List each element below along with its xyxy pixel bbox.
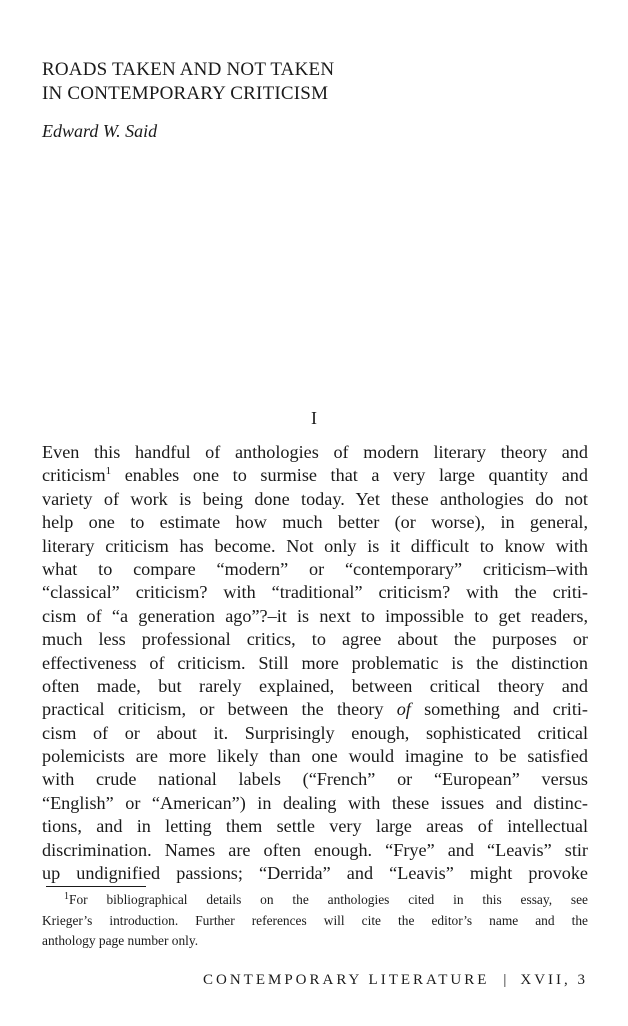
body-line: practical criticism, or between the theory of something and criti- — [42, 699, 588, 720]
body-line: “English” or “American”) in dealing with these issues and distinc- — [42, 792, 588, 813]
body-line: up undignified passions; “Derrida” and “Leavis” might provoke — [42, 863, 588, 884]
body-line: tions, and in letting them settle very large areas of intellectual — [42, 816, 588, 837]
footnote-line: Krieger’s introduction. Further references will cite the editor’s name and the — [42, 912, 588, 928]
title-line-2: IN CONTEMPORARY CRITICISM — [42, 83, 329, 104]
title-line-1: ROADS TAKEN AND NOT TAKEN — [42, 59, 335, 80]
footnote-divider — [46, 886, 146, 887]
footnote — [42, 890, 588, 952]
body-line: polemicists are more likely than one would imagine to be satisfied — [42, 746, 588, 767]
body-line: with crude national labels (“French” or “European” versus — [42, 769, 588, 790]
volume-issue: XVII, 3 — [520, 972, 589, 988]
footnote-reference: 1 — [105, 465, 112, 478]
body-line: variety of work is being done today. Yet these anthologies do not — [42, 488, 588, 509]
running-footer — [203, 972, 588, 989]
footnote-marker: 1 — [64, 891, 69, 902]
article-title — [42, 58, 334, 106]
emphasis-of: of — [396, 699, 411, 720]
body-line: “classical” criticism? with “traditional” criticism? with the criti- — [42, 582, 588, 603]
body-line: much less professional critics, to agree about the purposes or — [42, 629, 588, 650]
body-line: literary criticism has become. Not only is it difficult to know with — [42, 535, 588, 556]
body-line: criticism$^1$ enables one to surmise that a very large quantity and — [42, 465, 588, 486]
journal-name: CONTEMPORARY LITERATURE — [203, 972, 490, 988]
body-text — [42, 441, 588, 885]
footer-separator: | — [503, 972, 507, 988]
body-line: what to compare “modern” or “contemporary” criticism–with — [42, 558, 588, 579]
body-line: often made, but rarely explained, between critical theory and — [42, 675, 588, 696]
body-line: Even this handful of anthologies of modern literary theory and — [42, 442, 588, 462]
body-line: cism of “a generation ago”?–it is next to impossible to get readers, — [42, 605, 588, 626]
body-line: help one to estimate how much better (or worse), in general, — [42, 512, 588, 533]
body-line: effectiveness of criticism. Still more problematic is the distinction — [42, 652, 588, 673]
footnote-line: $^1$For bibliographical details on the anthologies cited in this essay, see — [64, 891, 588, 907]
section-number: I — [311, 408, 317, 428]
body-line: discrimination. Names are often enough. “Frye” and “Leavis” stir — [42, 839, 588, 860]
footnote-line: anthology page number only. — [42, 933, 199, 948]
author-name: Edward W. Said — [42, 121, 158, 141]
body-line: cism of or about it. Surprisingly enough, sophisticated critical — [42, 722, 588, 743]
